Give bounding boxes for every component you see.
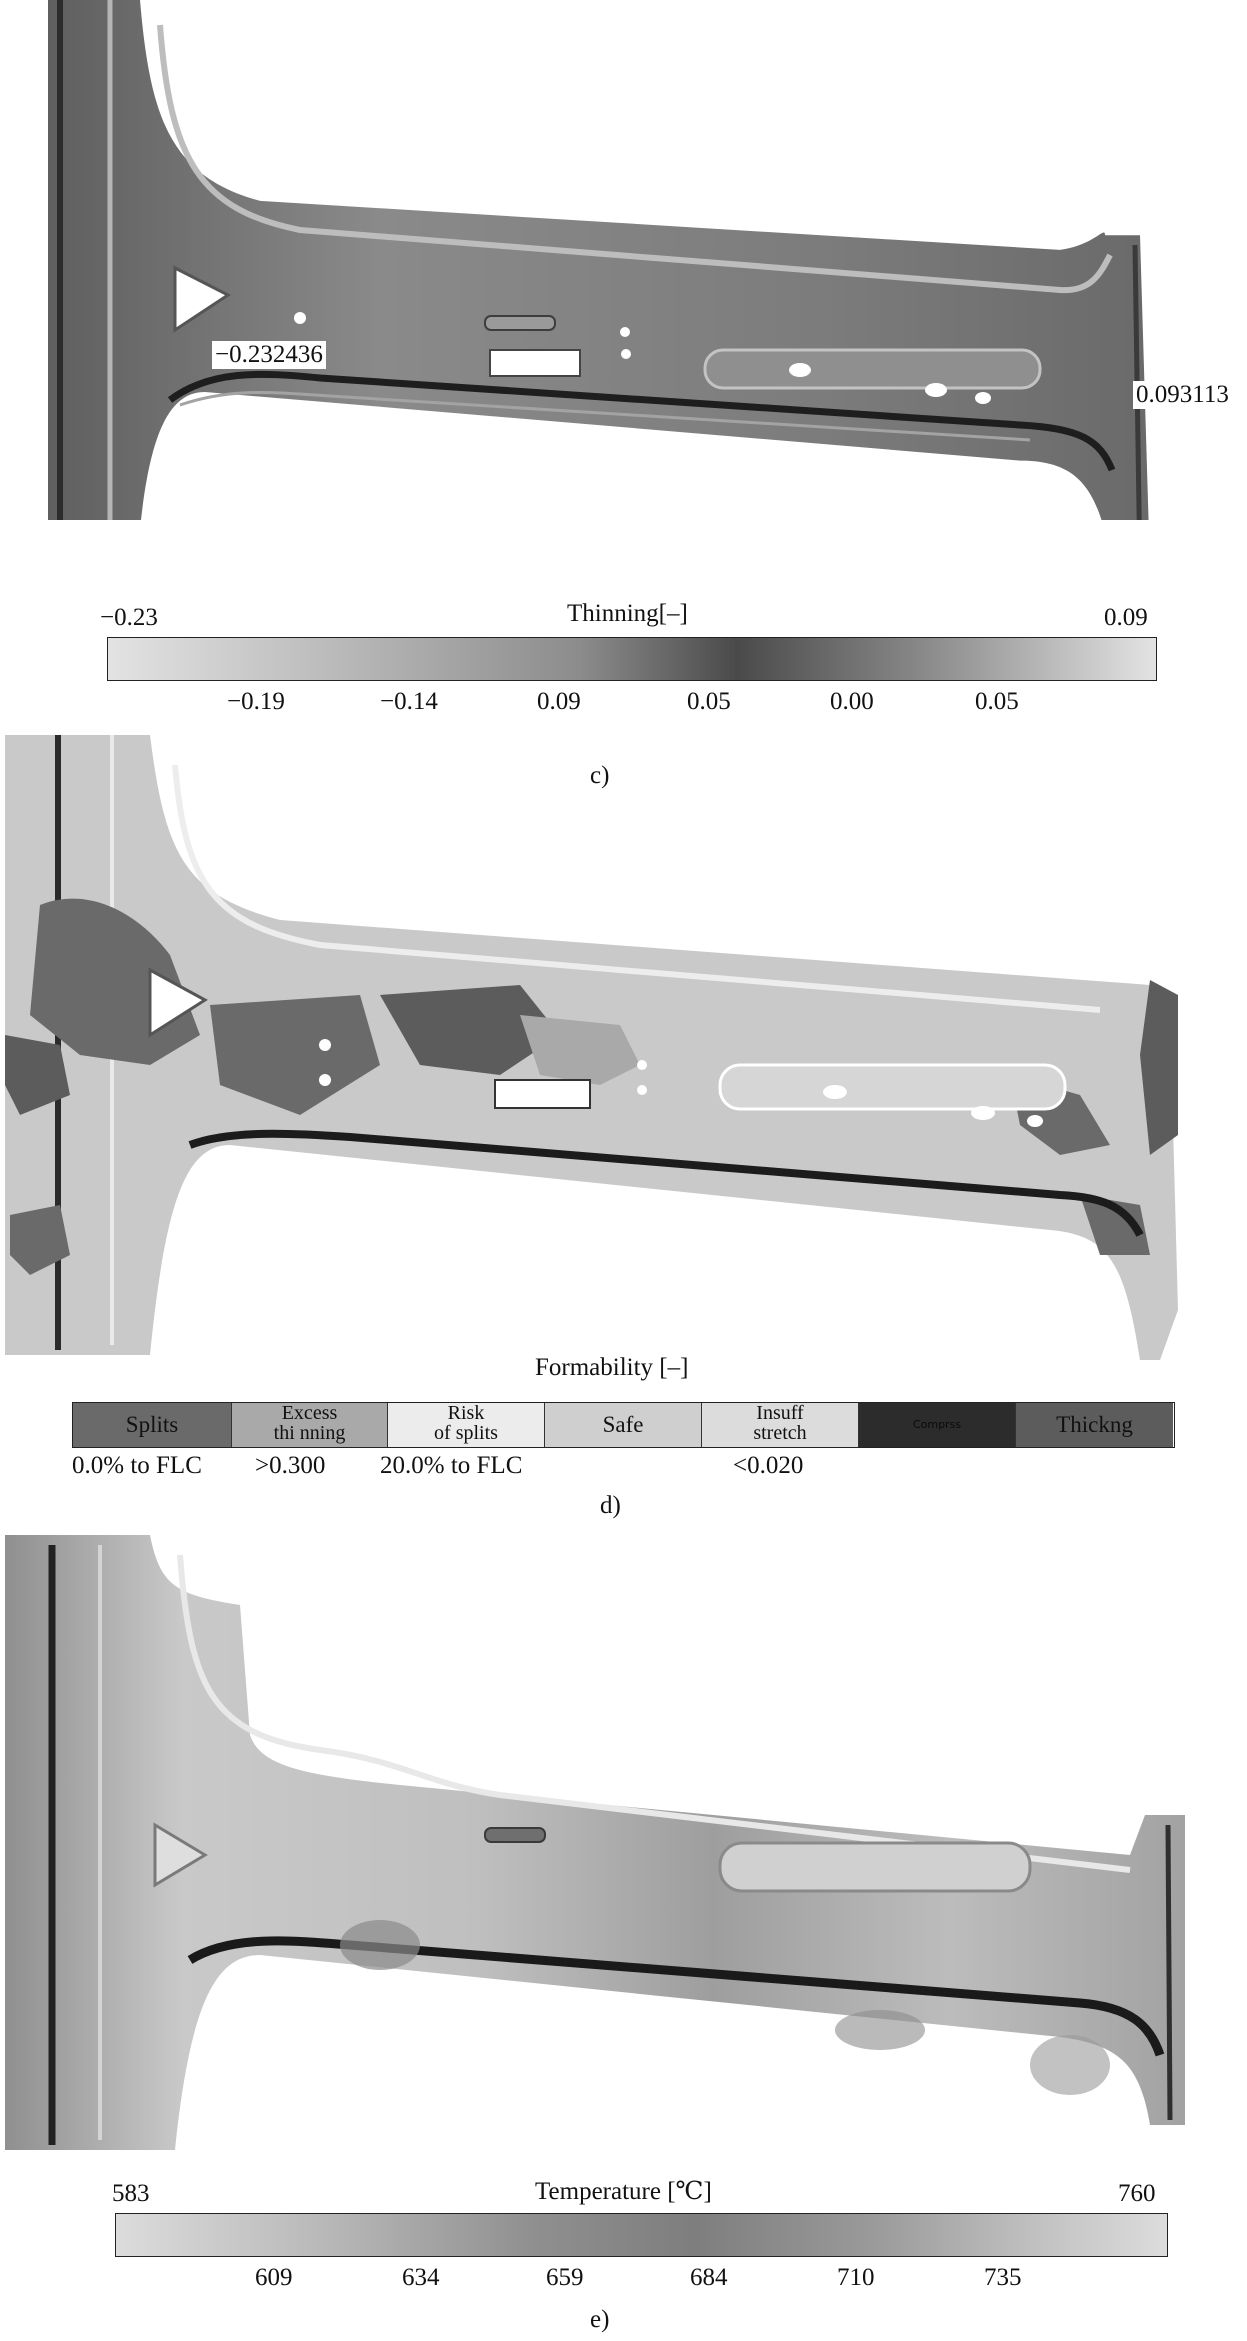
thinning-tick: 0.00 (830, 688, 874, 715)
legend-safe: Safe (545, 1403, 702, 1447)
temperature-colorbar-max-label: 760 (1118, 2180, 1156, 2207)
legend-risk-of-splits: Risk of splits (388, 1403, 545, 1447)
legend-thickening: Thickng (1016, 1403, 1173, 1447)
temperature-colorbar (115, 2213, 1168, 2257)
legend-sublabel-risk: 20.0% to FLC (380, 1452, 523, 1479)
formability-map-image (0, 735, 1247, 1375)
panel-c (0, 0, 1247, 631)
thinning-tick: −0.19 (227, 688, 285, 715)
thinning-tick: 0.05 (687, 688, 731, 715)
legend-sublabel-insuff: <0.020 (733, 1452, 804, 1479)
legend-sublabel-excess: >0.300 (255, 1452, 326, 1479)
thinning-tick: 0.05 (975, 688, 1019, 715)
temperature-tick: 735 (984, 2264, 1022, 2291)
temperature-tick: 634 (402, 2264, 440, 2291)
thinning-colorbar (107, 637, 1157, 681)
thinning-colorbar-max-label: 0.09 (1104, 604, 1148, 631)
legend-insufficient-stretch: Insuff stretch (702, 1403, 859, 1447)
thinning-tick: −0.14 (380, 688, 438, 715)
max-thinning-annotation: 0.093113 (1133, 381, 1232, 409)
temperature-map-image (0, 1525, 1247, 2165)
caption-d: d) (600, 1492, 621, 1519)
temperature-tick: 710 (837, 2264, 875, 2291)
thinning-colorbar-title: Thinning[–] (567, 600, 688, 627)
temperature-tick: 609 (255, 2264, 293, 2291)
legend-excess-thinning: Excess thi nning (232, 1403, 388, 1447)
temperature-tick: 659 (546, 2264, 584, 2291)
temperature-colorbar-min-label: 583 (112, 2180, 150, 2207)
thinning-contour-image (0, 0, 1247, 520)
legend-compress: Comprss (859, 1403, 1016, 1447)
min-thinning-annotation: −0.232436 (212, 341, 326, 369)
formability-legend-title: Formability [–] (535, 1354, 689, 1381)
legend-splits: Splits (73, 1403, 232, 1447)
caption-e: e) (590, 2306, 610, 2333)
legend-sublabel-splits: 0.0% to FLC (72, 1452, 202, 1479)
temperature-tick: 684 (690, 2264, 728, 2291)
formability-legend (72, 1402, 1175, 1448)
temperature-colorbar-title: Temperature [℃] (535, 2178, 712, 2205)
thinning-colorbar-min-label: −0.23 (100, 604, 158, 631)
thinning-tick: 0.09 (537, 688, 581, 715)
caption-c: c) (590, 762, 610, 789)
